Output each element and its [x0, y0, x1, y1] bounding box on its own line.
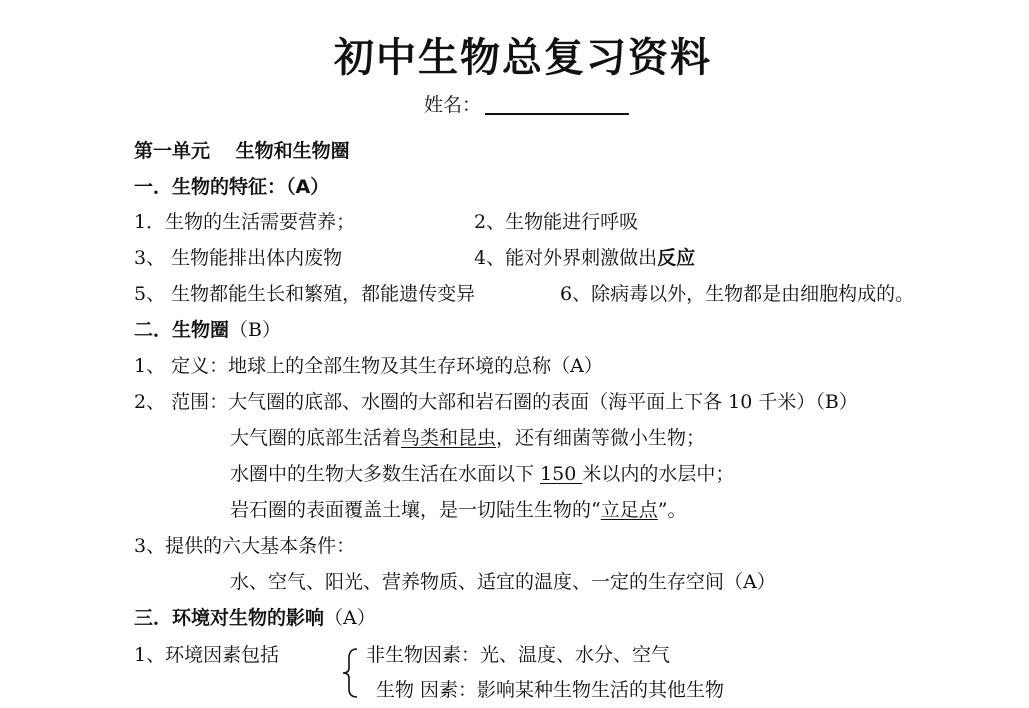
trait-1: 1．生物的生活需要营养；	[134, 211, 356, 233]
biosphere-range: 2、 范围：大气圈的底部、水圈的大部和岩石圈的表面（海平面上下各 10 千米）（B）	[134, 391, 858, 413]
page-title: 初中生物总复习资料	[334, 35, 712, 81]
section3-tag: （A）	[324, 607, 376, 629]
atmosphere-text: 大气圈的底部生活着	[230, 427, 402, 449]
factors-label: 1、环境因素包括	[134, 644, 280, 666]
trait-3: 3、 生物能排出体内废物	[134, 247, 343, 269]
name-blank	[485, 93, 629, 115]
name-label: 姓名：	[424, 94, 482, 116]
trait-5: 5、 生物都能生长和繁殖，都能遗传变异	[134, 283, 476, 305]
trait-4-text: 4、能对外界刺激做出	[474, 247, 658, 269]
conditions-intro: 3、提供的六大基本条件：	[134, 535, 356, 557]
section3-heading	[134, 605, 376, 631]
brace-icon	[340, 646, 362, 700]
hydrosphere-text: 水圈中的生物大多数生活在水面以下	[230, 463, 541, 485]
biosphere-definition: 1、 定义：地球上的全部生物及其生存环境的总称（A）	[134, 355, 603, 377]
trait-4	[474, 245, 695, 271]
unit-title: 第一单元 生物和生物圈	[134, 140, 350, 162]
atmosphere-line	[230, 425, 705, 451]
lithosphere-text: 岩石圈的表面覆盖土壤，是一切陆生生物的“	[230, 499, 601, 521]
section2-tag: （B）	[229, 319, 281, 341]
hydrosphere-text-end: 米以内的水层中；	[582, 463, 735, 485]
atmosphere-underlined: 鸟类和昆虫	[401, 427, 497, 449]
section1-heading: 一．生物的特征：（A）	[134, 176, 330, 198]
trait-6: 6、除病毒以外，生物都是由细胞构成的。	[560, 283, 915, 305]
lithosphere-line	[230, 497, 686, 523]
section3-title: 三．环境对生物的影响	[134, 607, 325, 629]
section2-title: 二．生物圈	[134, 319, 230, 341]
atmosphere-text-end: ，还有细菌等微小生物；	[496, 427, 706, 449]
name-field	[424, 92, 629, 118]
hydrosphere-line	[230, 461, 734, 487]
lithosphere-text-end: ”。	[657, 499, 687, 521]
trait-2: 2、生物能进行呼吸	[474, 211, 639, 233]
section2-heading	[134, 317, 281, 343]
hydrosphere-underlined: 150	[540, 463, 583, 485]
lithosphere-underlined: 立足点	[600, 499, 658, 521]
abiotic-factors: 非生物因素：光、温度、水分、空气	[366, 644, 671, 666]
biotic-factors: 生物 因素：影响某种生物生活的其他生物	[376, 679, 725, 701]
conditions-list: 水、空气、阳光、营养物质、适宜的温度、一定的生存空间（A）	[230, 571, 776, 593]
trait-4-emphasis: 反应	[657, 247, 696, 269]
